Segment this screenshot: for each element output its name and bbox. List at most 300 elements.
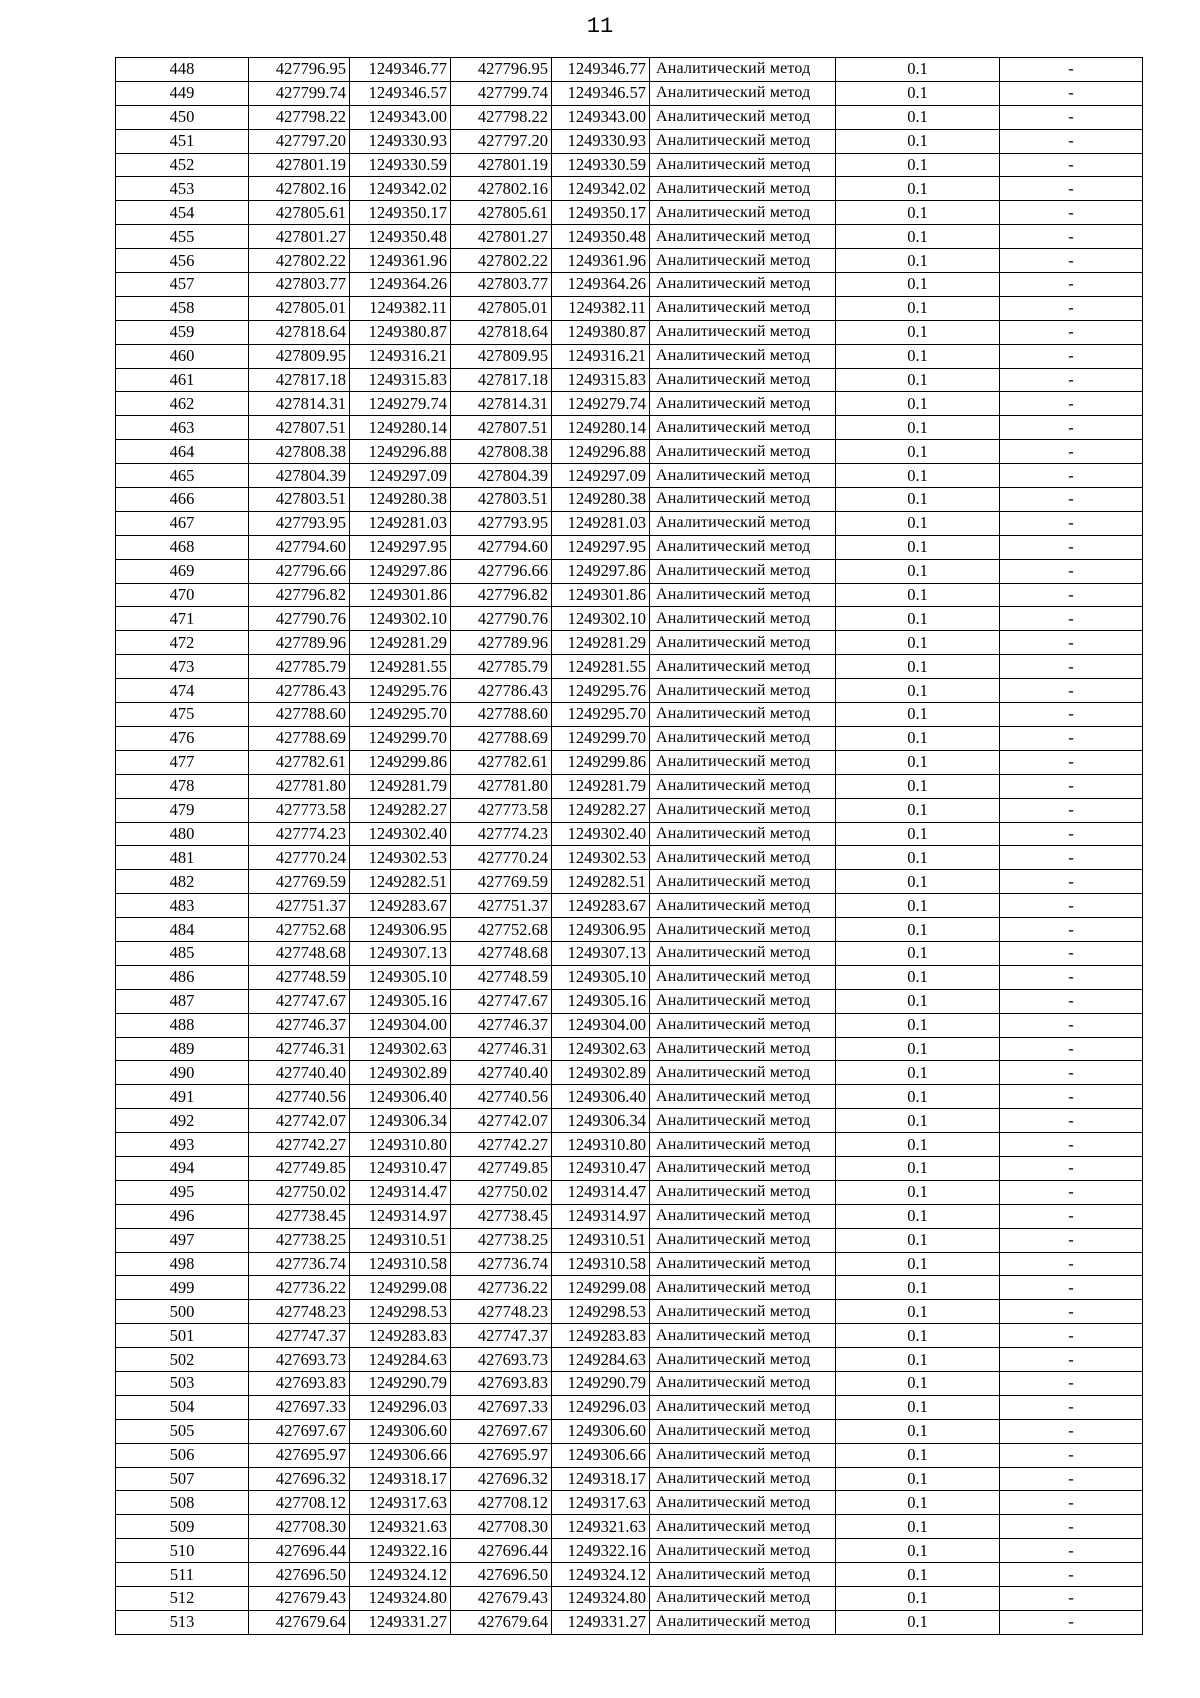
method-cell: Аналитический метод [650, 1467, 836, 1491]
method-cell: Аналитический метод [650, 703, 836, 727]
y-coordinate-cell: 1249343.00 [350, 105, 451, 129]
y-coordinate-cell: 1249302.63 [350, 1037, 451, 1061]
table-row [116, 1371, 1143, 1395]
x-coordinate-cell: 427797.20 [451, 129, 552, 153]
x-coordinate-cell: 427696.50 [249, 1563, 350, 1587]
point-number-cell: 476 [116, 726, 249, 750]
y-coordinate-cell: 1249299.86 [552, 750, 650, 774]
x-coordinate-cell: 427805.01 [451, 296, 552, 320]
coordinates-table [115, 57, 1143, 1635]
x-coordinate-cell: 427802.22 [249, 249, 350, 273]
y-coordinate-cell: 1249282.51 [350, 870, 451, 894]
note-cell: - [1000, 81, 1143, 105]
method-cell: Аналитический метод [650, 1491, 836, 1515]
y-coordinate-cell: 1249382.11 [552, 296, 650, 320]
note-cell: - [1000, 750, 1143, 774]
y-coordinate-cell: 1249299.70 [350, 726, 451, 750]
y-coordinate-cell: 1249330.59 [350, 153, 451, 177]
method-cell: Аналитический метод [650, 1610, 836, 1634]
x-coordinate-cell: 427679.64 [451, 1610, 552, 1634]
method-cell: Аналитический метод [650, 1419, 836, 1443]
method-cell: Аналитический метод [650, 607, 836, 631]
y-coordinate-cell: 1249324.12 [350, 1563, 451, 1587]
method-cell: Аналитический метод [650, 894, 836, 918]
note-cell: - [1000, 1348, 1143, 1372]
accuracy-cell: 0.1 [836, 941, 1000, 965]
y-coordinate-cell: 1249380.87 [350, 320, 451, 344]
table-row [116, 1061, 1143, 1085]
y-coordinate-cell: 1249346.57 [552, 81, 650, 105]
note-cell: - [1000, 941, 1143, 965]
y-coordinate-cell: 1249346.57 [350, 81, 451, 105]
accuracy-cell: 0.1 [836, 798, 1000, 822]
y-coordinate-cell: 1249306.34 [552, 1109, 650, 1133]
x-coordinate-cell: 427789.96 [451, 631, 552, 655]
y-coordinate-cell: 1249295.70 [350, 703, 451, 727]
y-coordinate-cell: 1249282.51 [552, 870, 650, 894]
y-coordinate-cell: 1249350.48 [350, 225, 451, 249]
accuracy-cell: 0.1 [836, 535, 1000, 559]
y-coordinate-cell: 1249361.96 [350, 249, 451, 273]
note-cell: - [1000, 726, 1143, 750]
table-row [116, 1037, 1143, 1061]
accuracy-cell: 0.1 [836, 1109, 1000, 1133]
accuracy-cell: 0.1 [836, 631, 1000, 655]
x-coordinate-cell: 427796.82 [249, 583, 350, 607]
point-number-cell: 469 [116, 559, 249, 583]
y-coordinate-cell: 1249310.51 [552, 1228, 650, 1252]
x-coordinate-cell: 427809.95 [249, 344, 350, 368]
y-coordinate-cell: 1249301.86 [350, 583, 451, 607]
x-coordinate-cell: 427736.74 [451, 1252, 552, 1276]
point-number-cell: 489 [116, 1037, 249, 1061]
method-cell: Аналитический метод [650, 1156, 836, 1180]
point-number-cell: 487 [116, 989, 249, 1013]
y-coordinate-cell: 1249306.34 [350, 1109, 451, 1133]
accuracy-cell: 0.1 [836, 1348, 1000, 1372]
method-cell: Аналитический метод [650, 1563, 836, 1587]
y-coordinate-cell: 1249283.67 [350, 894, 451, 918]
y-coordinate-cell: 1249302.10 [552, 607, 650, 631]
note-cell: - [1000, 511, 1143, 535]
point-number-cell: 466 [116, 488, 249, 512]
note-cell: - [1000, 655, 1143, 679]
y-coordinate-cell: 1249364.26 [350, 273, 451, 297]
x-coordinate-cell: 427788.60 [249, 703, 350, 727]
x-coordinate-cell: 427747.37 [249, 1324, 350, 1348]
note-cell: - [1000, 440, 1143, 464]
x-coordinate-cell: 427747.37 [451, 1324, 552, 1348]
x-coordinate-cell: 427742.27 [451, 1133, 552, 1157]
note-cell: - [1000, 1156, 1143, 1180]
note-cell: - [1000, 1133, 1143, 1157]
note-cell: - [1000, 1252, 1143, 1276]
y-coordinate-cell: 1249305.16 [350, 989, 451, 1013]
point-number-cell: 491 [116, 1085, 249, 1109]
x-coordinate-cell: 427746.31 [249, 1037, 350, 1061]
point-number-cell: 499 [116, 1276, 249, 1300]
x-coordinate-cell: 427679.43 [451, 1587, 552, 1611]
y-coordinate-cell: 1249318.17 [552, 1467, 650, 1491]
y-coordinate-cell: 1249322.16 [350, 1539, 451, 1563]
x-coordinate-cell: 427793.95 [249, 511, 350, 535]
point-number-cell: 456 [116, 249, 249, 273]
accuracy-cell: 0.1 [836, 870, 1000, 894]
note-cell: - [1000, 1610, 1143, 1634]
method-cell: Аналитический метод [650, 249, 836, 273]
y-coordinate-cell: 1249280.38 [552, 488, 650, 512]
x-coordinate-cell: 427786.43 [249, 679, 350, 703]
table-row [116, 583, 1143, 607]
x-coordinate-cell: 427742.07 [249, 1109, 350, 1133]
table-row [116, 559, 1143, 583]
accuracy-cell: 0.1 [836, 1324, 1000, 1348]
table-row [116, 679, 1143, 703]
x-coordinate-cell: 427803.77 [451, 273, 552, 297]
method-cell: Аналитический метод [650, 1371, 836, 1395]
table-row [116, 440, 1143, 464]
x-coordinate-cell: 427770.24 [249, 846, 350, 870]
x-coordinate-cell: 427769.59 [249, 870, 350, 894]
y-coordinate-cell: 1249281.03 [350, 511, 451, 535]
x-coordinate-cell: 427803.51 [451, 488, 552, 512]
accuracy-cell: 0.1 [836, 249, 1000, 273]
table-row [116, 965, 1143, 989]
method-cell: Аналитический метод [650, 1204, 836, 1228]
note-cell: - [1000, 1539, 1143, 1563]
method-cell: Аналитический метод [650, 58, 836, 82]
point-number-cell: 473 [116, 655, 249, 679]
accuracy-cell: 0.1 [836, 726, 1000, 750]
accuracy-cell: 0.1 [836, 464, 1000, 488]
y-coordinate-cell: 1249346.77 [552, 58, 650, 82]
point-number-cell: 500 [116, 1300, 249, 1324]
accuracy-cell: 0.1 [836, 511, 1000, 535]
point-number-cell: 457 [116, 273, 249, 297]
y-coordinate-cell: 1249306.95 [552, 918, 650, 942]
x-coordinate-cell: 427797.20 [249, 129, 350, 153]
x-coordinate-cell: 427790.76 [451, 607, 552, 631]
table-row [116, 798, 1143, 822]
x-coordinate-cell: 427788.60 [451, 703, 552, 727]
y-coordinate-cell: 1249283.83 [350, 1324, 451, 1348]
note-cell: - [1000, 679, 1143, 703]
note-cell: - [1000, 58, 1143, 82]
accuracy-cell: 0.1 [836, 1156, 1000, 1180]
point-number-cell: 481 [116, 846, 249, 870]
y-coordinate-cell: 1249305.16 [552, 989, 650, 1013]
x-coordinate-cell: 427740.56 [249, 1085, 350, 1109]
table-row [116, 1276, 1143, 1300]
x-coordinate-cell: 427814.31 [451, 392, 552, 416]
x-coordinate-cell: 427679.64 [249, 1610, 350, 1634]
method-cell: Аналитический метод [650, 225, 836, 249]
y-coordinate-cell: 1249297.09 [350, 464, 451, 488]
method-cell: Аналитический метод [650, 1252, 836, 1276]
y-coordinate-cell: 1249314.47 [350, 1180, 451, 1204]
method-cell: Аналитический метод [650, 368, 836, 392]
note-cell: - [1000, 1109, 1143, 1133]
x-coordinate-cell: 427740.56 [451, 1085, 552, 1109]
y-coordinate-cell: 1249310.47 [350, 1156, 451, 1180]
point-number-cell: 511 [116, 1563, 249, 1587]
y-coordinate-cell: 1249330.93 [350, 129, 451, 153]
table-row [116, 1587, 1143, 1611]
method-cell: Аналитический метод [650, 1013, 836, 1037]
x-coordinate-cell: 427788.69 [249, 726, 350, 750]
table-row [116, 607, 1143, 631]
x-coordinate-cell: 427817.18 [451, 368, 552, 392]
y-coordinate-cell: 1249305.10 [350, 965, 451, 989]
method-cell: Аналитический метод [650, 774, 836, 798]
x-coordinate-cell: 427798.22 [451, 105, 552, 129]
method-cell: Аналитический метод [650, 273, 836, 297]
note-cell: - [1000, 989, 1143, 1013]
y-coordinate-cell: 1249380.87 [552, 320, 650, 344]
x-coordinate-cell: 427796.95 [451, 58, 552, 82]
table-row [116, 511, 1143, 535]
accuracy-cell: 0.1 [836, 416, 1000, 440]
x-coordinate-cell: 427808.38 [451, 440, 552, 464]
y-coordinate-cell: 1249282.27 [350, 798, 451, 822]
point-number-cell: 498 [116, 1252, 249, 1276]
method-cell: Аналитический метод [650, 201, 836, 225]
y-coordinate-cell: 1249310.80 [350, 1133, 451, 1157]
method-cell: Аналитический метод [650, 822, 836, 846]
x-coordinate-cell: 427697.33 [249, 1395, 350, 1419]
y-coordinate-cell: 1249307.13 [350, 941, 451, 965]
point-number-cell: 459 [116, 320, 249, 344]
x-coordinate-cell: 427801.19 [451, 153, 552, 177]
y-coordinate-cell: 1249295.70 [552, 703, 650, 727]
x-coordinate-cell: 427803.51 [249, 488, 350, 512]
point-number-cell: 479 [116, 798, 249, 822]
method-cell: Аналитический метод [650, 1061, 836, 1085]
method-cell: Аналитический метод [650, 81, 836, 105]
y-coordinate-cell: 1249324.12 [552, 1563, 650, 1587]
y-coordinate-cell: 1249310.58 [552, 1252, 650, 1276]
note-cell: - [1000, 918, 1143, 942]
y-coordinate-cell: 1249281.29 [552, 631, 650, 655]
note-cell: - [1000, 535, 1143, 559]
x-coordinate-cell: 427748.68 [451, 941, 552, 965]
note-cell: - [1000, 464, 1143, 488]
note-cell: - [1000, 870, 1143, 894]
point-number-cell: 461 [116, 368, 249, 392]
x-coordinate-cell: 427786.43 [451, 679, 552, 703]
method-cell: Аналитический метод [650, 1348, 836, 1372]
method-cell: Аналитический метод [650, 1133, 836, 1157]
y-coordinate-cell: 1249361.96 [552, 249, 650, 273]
y-coordinate-cell: 1249301.86 [552, 583, 650, 607]
y-coordinate-cell: 1249280.14 [350, 416, 451, 440]
note-cell: - [1000, 965, 1143, 989]
y-coordinate-cell: 1249290.79 [350, 1371, 451, 1395]
x-coordinate-cell: 427736.74 [249, 1252, 350, 1276]
note-cell: - [1000, 846, 1143, 870]
x-coordinate-cell: 427750.02 [451, 1180, 552, 1204]
y-coordinate-cell: 1249310.58 [350, 1252, 451, 1276]
x-coordinate-cell: 427697.67 [451, 1419, 552, 1443]
table-row [116, 1610, 1143, 1634]
accuracy-cell: 0.1 [836, 1133, 1000, 1157]
accuracy-cell: 0.1 [836, 703, 1000, 727]
accuracy-cell: 0.1 [836, 129, 1000, 153]
accuracy-cell: 0.1 [836, 1419, 1000, 1443]
method-cell: Аналитический метод [650, 320, 836, 344]
y-coordinate-cell: 1249331.27 [350, 1610, 451, 1634]
note-cell: - [1000, 1061, 1143, 1085]
table-row [116, 1109, 1143, 1133]
point-number-cell: 470 [116, 583, 249, 607]
y-coordinate-cell: 1249306.66 [350, 1443, 451, 1467]
y-coordinate-cell: 1249310.80 [552, 1133, 650, 1157]
note-cell: - [1000, 416, 1143, 440]
y-coordinate-cell: 1249302.40 [350, 822, 451, 846]
note-cell: - [1000, 631, 1143, 655]
x-coordinate-cell: 427773.58 [249, 798, 350, 822]
y-coordinate-cell: 1249298.53 [552, 1300, 650, 1324]
point-number-cell: 471 [116, 607, 249, 631]
y-coordinate-cell: 1249297.95 [552, 535, 650, 559]
note-cell: - [1000, 774, 1143, 798]
x-coordinate-cell: 427749.85 [249, 1156, 350, 1180]
y-coordinate-cell: 1249281.03 [552, 511, 650, 535]
method-cell: Аналитический метод [650, 1539, 836, 1563]
y-coordinate-cell: 1249282.27 [552, 798, 650, 822]
note-cell: - [1000, 1563, 1143, 1587]
x-coordinate-cell: 427751.37 [249, 894, 350, 918]
y-coordinate-cell: 1249281.55 [350, 655, 451, 679]
point-number-cell: 486 [116, 965, 249, 989]
y-coordinate-cell: 1249310.47 [552, 1156, 650, 1180]
y-coordinate-cell: 1249317.63 [350, 1491, 451, 1515]
point-number-cell: 460 [116, 344, 249, 368]
table-row [116, 225, 1143, 249]
accuracy-cell: 0.1 [836, 1587, 1000, 1611]
table-row [116, 1539, 1143, 1563]
point-number-cell: 451 [116, 129, 249, 153]
x-coordinate-cell: 427790.76 [249, 607, 350, 631]
method-cell: Аналитический метод [650, 798, 836, 822]
method-cell: Аналитический метод [650, 296, 836, 320]
point-number-cell: 478 [116, 774, 249, 798]
table-row [116, 870, 1143, 894]
method-cell: Аналитический метод [650, 1587, 836, 1611]
y-coordinate-cell: 1249302.53 [552, 846, 650, 870]
method-cell: Аналитический метод [650, 153, 836, 177]
note-cell: - [1000, 1491, 1143, 1515]
accuracy-cell: 0.1 [836, 344, 1000, 368]
accuracy-cell: 0.1 [836, 201, 1000, 225]
method-cell: Аналитический метод [650, 392, 836, 416]
note-cell: - [1000, 798, 1143, 822]
note-cell: - [1000, 488, 1143, 512]
y-coordinate-cell: 1249298.53 [350, 1300, 451, 1324]
table-row [116, 488, 1143, 512]
method-cell: Аналитический метод [650, 488, 836, 512]
y-coordinate-cell: 1249316.21 [552, 344, 650, 368]
point-number-cell: 506 [116, 1443, 249, 1467]
note-cell: - [1000, 1180, 1143, 1204]
x-coordinate-cell: 427808.38 [249, 440, 350, 464]
x-coordinate-cell: 427693.73 [451, 1348, 552, 1372]
x-coordinate-cell: 427807.51 [451, 416, 552, 440]
point-number-cell: 488 [116, 1013, 249, 1037]
note-cell: - [1000, 1395, 1143, 1419]
y-coordinate-cell: 1249350.17 [552, 201, 650, 225]
table-row [116, 1491, 1143, 1515]
point-number-cell: 504 [116, 1395, 249, 1419]
x-coordinate-cell: 427738.25 [249, 1228, 350, 1252]
accuracy-cell: 0.1 [836, 1539, 1000, 1563]
x-coordinate-cell: 427814.31 [249, 392, 350, 416]
x-coordinate-cell: 427803.77 [249, 273, 350, 297]
point-number-cell: 497 [116, 1228, 249, 1252]
note-cell: - [1000, 1300, 1143, 1324]
table-row [116, 1515, 1143, 1539]
table-row [116, 1395, 1143, 1419]
accuracy-cell: 0.1 [836, 58, 1000, 82]
y-coordinate-cell: 1249284.63 [350, 1348, 451, 1372]
accuracy-cell: 0.1 [836, 1515, 1000, 1539]
accuracy-cell: 0.1 [836, 1443, 1000, 1467]
point-number-cell: 458 [116, 296, 249, 320]
y-coordinate-cell: 1249306.66 [552, 1443, 650, 1467]
y-coordinate-cell: 1249302.89 [350, 1061, 451, 1085]
note-cell: - [1000, 344, 1143, 368]
table-row [116, 273, 1143, 297]
point-number-cell: 463 [116, 416, 249, 440]
x-coordinate-cell: 427740.40 [451, 1061, 552, 1085]
y-coordinate-cell: 1249302.63 [552, 1037, 650, 1061]
table-row [116, 703, 1143, 727]
accuracy-cell: 0.1 [836, 153, 1000, 177]
y-coordinate-cell: 1249324.80 [350, 1587, 451, 1611]
table-row [116, 153, 1143, 177]
method-cell: Аналитический метод [650, 129, 836, 153]
table-row [116, 774, 1143, 798]
y-coordinate-cell: 1249280.38 [350, 488, 451, 512]
table-row [116, 822, 1143, 846]
x-coordinate-cell: 427789.96 [249, 631, 350, 655]
point-number-cell: 505 [116, 1419, 249, 1443]
y-coordinate-cell: 1249281.29 [350, 631, 451, 655]
x-coordinate-cell: 427785.79 [451, 655, 552, 679]
table-row [116, 1204, 1143, 1228]
y-coordinate-cell: 1249350.17 [350, 201, 451, 225]
point-number-cell: 464 [116, 440, 249, 464]
y-coordinate-cell: 1249295.76 [350, 679, 451, 703]
accuracy-cell: 0.1 [836, 894, 1000, 918]
y-coordinate-cell: 1249330.59 [552, 153, 650, 177]
accuracy-cell: 0.1 [836, 679, 1000, 703]
accuracy-cell: 0.1 [836, 846, 1000, 870]
y-coordinate-cell: 1249304.00 [350, 1013, 451, 1037]
y-coordinate-cell: 1249296.88 [350, 440, 451, 464]
method-cell: Аналитический метод [650, 344, 836, 368]
y-coordinate-cell: 1249280.14 [552, 416, 650, 440]
accuracy-cell: 0.1 [836, 81, 1000, 105]
method-cell: Аналитический метод [650, 1180, 836, 1204]
point-number-cell: 513 [116, 1610, 249, 1634]
table-row [116, 894, 1143, 918]
table-row [116, 416, 1143, 440]
accuracy-cell: 0.1 [836, 177, 1000, 201]
y-coordinate-cell: 1249299.08 [552, 1276, 650, 1300]
y-coordinate-cell: 1249296.88 [552, 440, 650, 464]
table-row [116, 201, 1143, 225]
